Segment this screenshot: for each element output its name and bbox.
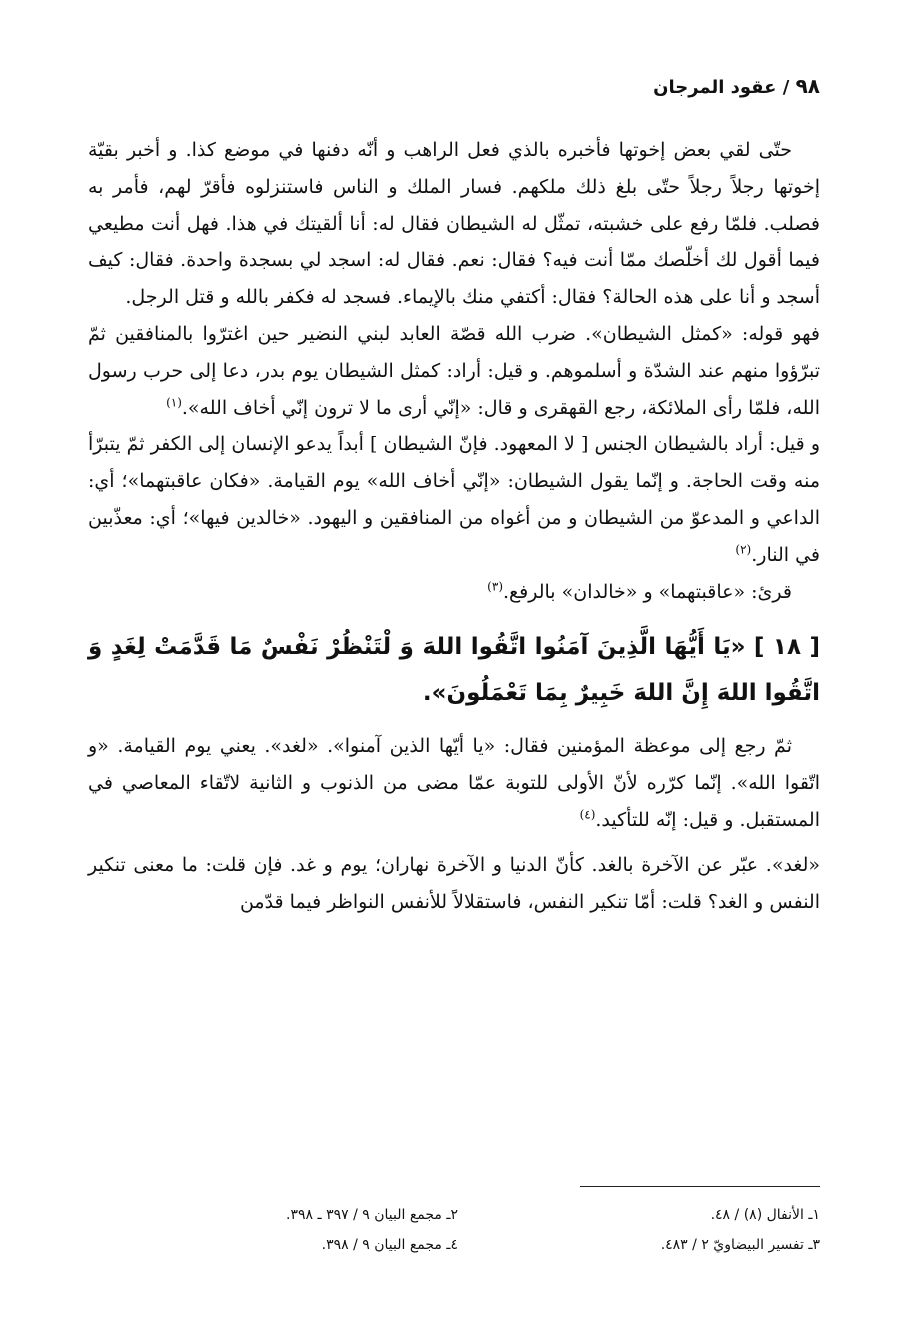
paragraph-5 (88, 728, 820, 838)
footnote-2: ٢ـ مجمع البيان ٩ / ٣٩٧ ـ ٣٩٨. (286, 1207, 458, 1223)
footnote-3: ٣ـ تفسير البيضاويّ ٢ / ٤٨٣. (660, 1237, 820, 1253)
paragraph-gap (88, 839, 820, 847)
book-title: عقود المرجان (653, 77, 777, 98)
footnote-ref-1: (١) (166, 395, 182, 410)
footnote-1: ١ـ الأنفال (٨) / ٤٨. (710, 1207, 820, 1223)
header-separator: / (782, 77, 790, 98)
page-number: ٩٨ (795, 74, 820, 98)
footnote-ref-4: (٤) (579, 807, 596, 822)
quran-verse (88, 624, 820, 716)
paragraph-2 (88, 316, 820, 426)
paragraph-4-text: قرئ: «عاقبتهما» و «خالدان» بالرفع. (503, 580, 792, 603)
footnote-row-2 (88, 1230, 820, 1260)
paragraph-6-text: «لغد». عبّر عن الآخرة بالغد. كأنّ الدنيا و الآخرة نهاران؛ يوم و غد. فإن قلت: ما معنى تنكير النفس و الغد؟ قلت: أمّا تنكير النفس، فاستقلالاً للأنفس النواظر فيما قدّمن (88, 853, 820, 913)
footnote-ref-3: (٣) (487, 579, 503, 594)
running-head (653, 74, 820, 98)
paragraph-2-text: فهو قوله: «كمثل الشيطان». ضرب الله قصّة العابد لبني النضير حين اغترّوا بالمنافقين ثمّ تبرّؤوا منهم عند الشدّة و أسلموهم. و قيل: أراد: كمثل الشيطان يوم بدر، دعا إلى حرب رسول الله، فلمّا رأى الملائكة، رجع القهقرى و قال: «إنّي أرى ما لا ترون إنّي أخاف الله». (88, 322, 820, 419)
paragraph-1 (88, 132, 820, 316)
quran-verse-text: [ ١٨ ] «يَا أَيُّهَا الَّذِينَ آمَنُوا اتَّقُوا اللهَ وَ لْتَنْظُرْ نَفْسٌ مَا قَدَّمَتْ لِغَدٍ وَ اتَّقُوا اللهَ إِنَّ اللهَ خَبِيرٌ بِمَا تَعْمَلُونَ». (88, 634, 820, 707)
paragraph-4 (88, 574, 820, 611)
main-text (88, 132, 820, 920)
footnotes (88, 1200, 820, 1260)
footnote-4: ٤ـ مجمع البيان ٩ / ٣٩٨. (321, 1237, 458, 1253)
paragraph-6 (88, 847, 820, 921)
footnote-row-1 (88, 1200, 820, 1230)
paragraph-1-text: حتّى لقي بعض إخوتها فأخبره بالذي فعل الراهب و أنّه دفنها في موضع كذا. و أخبر بقيّة إخوتها رجلاً رجلاً حتّى بلغ ذلك ملكهم. فسار الملك و الناس فاستنزلوه فأقرّ لهم، فأمر به فصلب. فلمّا رفع على خشبته، تمثّل له الشيطان فقال له: أنا ألقيتك في هذا. فهل أنت مطيعي فيما أقول لك أخلّصك ممّا أنت فيه؟ فقال: نعم. فقال له: اسجد لي بسجدة واحدة. فقال: كيف أسجد و أنا على هذه الحالة؟ فقال: أكتفي منك بالإيماء. فسجد له فكفر بالله و قتل الرجل. (88, 139, 820, 309)
paragraph-3-text: و قيل: أراد بالشيطان الجنس [ لا المعهود. فإنّ الشيطان ] أبداً يدعو الإنسان إلى الكفر ثمّ يتبرّأ منه وقت الحاجة. و إنّما يقول الشيطان: «إنّي أخاف الله» يوم القيامة. «فكان عاقبتهما»؛ أي: الداعي و المدعوّ من الشيطان و من أغواه من المنافقين و اليهود. «خالدين فيها»؛ أي: معذّبين في النار. (88, 433, 820, 566)
paragraph-3 (88, 426, 820, 573)
footnote-divider (580, 1186, 820, 1187)
footnote-ref-2: (٢) (735, 542, 752, 557)
paragraph-5-text: ثمّ رجع إلى موعظة المؤمنين فقال: «يا أيّها الذين آمنوا». «لغد». يعني يوم القيامة. «و اتّقوا الله». إنّما كرّره لأنّ الأولى للتوبة عمّا مضى من الذنوب و الثانية لاتّقاء المعاصي في المستقبل. و قيل: إنّه للتأكيد. (88, 735, 820, 831)
